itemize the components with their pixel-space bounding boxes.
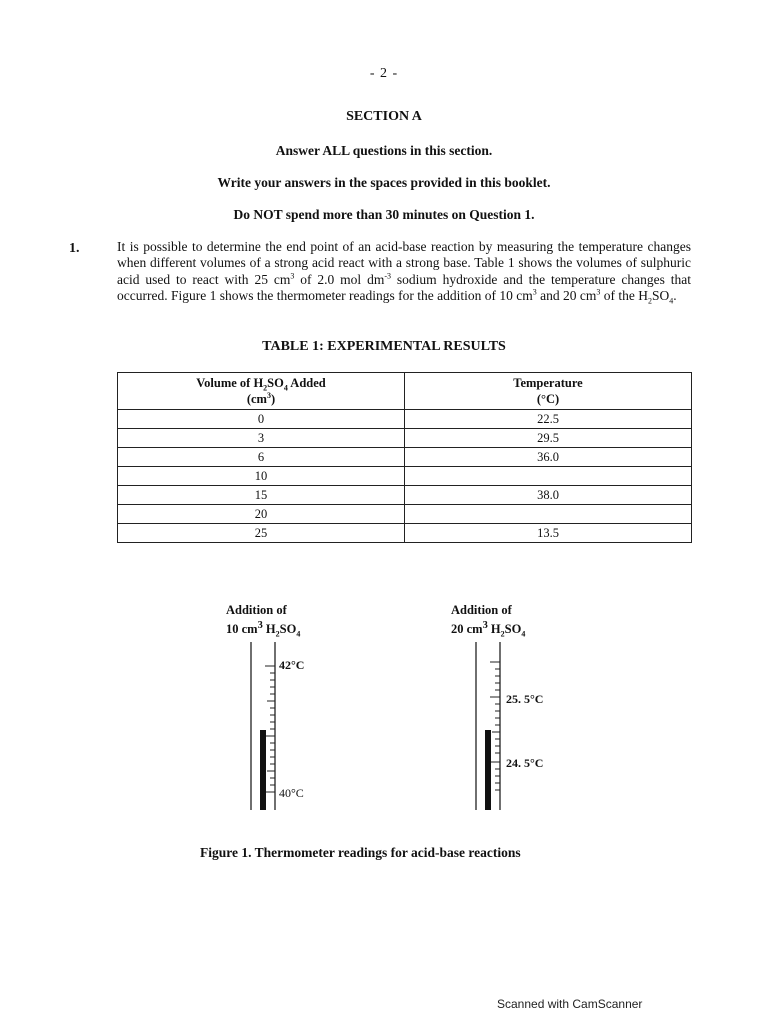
question-number: 1. [69, 241, 80, 256]
question-text: It is possible to determine the end point of an acid-base reaction by measuring the temperature changes when different volumes of a strong acid react with a strong base. Table 1 shows the volumes of sulphuric acid used to react with 25 $cm^3$ of 2.0 mol $dm^{-3}$ sodium hydroxide and the temperature changes that occurred. Figure 1 shows the thermometer readings for the addition of 10 $cm^3$ and 20 $cm^3$ of the $H_2SO_4$. [117, 239, 691, 306]
volume-cell: 20 [118, 505, 405, 524]
mercury-column [260, 730, 266, 810]
table-row [118, 524, 692, 543]
table-row [118, 505, 692, 524]
volume-cell: 15 [118, 486, 405, 505]
table-row [118, 429, 692, 448]
thermometer-2-scale [470, 642, 510, 812]
temperature-answer-cell[interactable] [405, 467, 692, 486]
temperature-cell[interactable]: 29.5 [405, 429, 692, 448]
section-title: SECTION A [346, 109, 422, 124]
volume-cell: 25 [118, 524, 405, 543]
volume-cell: 0 [118, 410, 405, 429]
mercury-column [485, 730, 491, 810]
volume-cell: 3 [118, 429, 405, 448]
instruction-1: Answer ALL questions in this section. [275, 143, 493, 158]
instruction-2: Write your answers in the spaces provided in this booklet. [217, 175, 551, 190]
volume-column-header: Volume of $H_2SO_4$ Added $(cm^3)$ [118, 373, 405, 410]
table-title: TABLE 1: EXPERIMENTAL RESULTS [262, 339, 506, 354]
table-header-row [118, 373, 692, 410]
temperature-cell[interactable]: 38.0 [405, 486, 692, 505]
thermometer-1-label: Addition of 10 $cm^3$ $H_2SO_4$ [226, 603, 301, 639]
temperature-cell[interactable]: 13.5 [405, 524, 692, 543]
table-row [118, 467, 692, 486]
table-row [118, 410, 692, 429]
temperature-column-header: Temperature (°C) [405, 373, 692, 410]
figure-caption: Figure 1. Thermometer readings for acid-base reactions [200, 845, 521, 860]
thermometer-2 [470, 642, 510, 812]
volume-cell: 10 [118, 467, 405, 486]
thermometer-1-upper-reading: 42°C [279, 658, 305, 672]
scanner-watermark: Scanned with CamScanner [497, 997, 643, 1011]
thermometer-2-upper-reading: 25. 5°C [506, 692, 544, 706]
volume-cell: 6 [118, 448, 405, 467]
instruction-3: Do NOT spend more than 30 minutes on Question 1. [233, 207, 535, 222]
table-row [118, 486, 692, 505]
temperature-cell[interactable]: 22.5 [405, 410, 692, 429]
thermometer-2-lower-reading: 24. 5°C [506, 756, 544, 770]
table-row [118, 448, 692, 467]
results-table [117, 372, 692, 543]
thermometer-1-lower-reading: 40°C [279, 786, 304, 800]
temperature-cell[interactable]: 36.0 [405, 448, 692, 467]
temperature-answer-cell[interactable] [405, 505, 692, 524]
page-number: - 2 - [369, 66, 399, 81]
thermometer-2-label: Addition of 20 $cm^3$ $H_2SO_4$ [451, 603, 526, 639]
